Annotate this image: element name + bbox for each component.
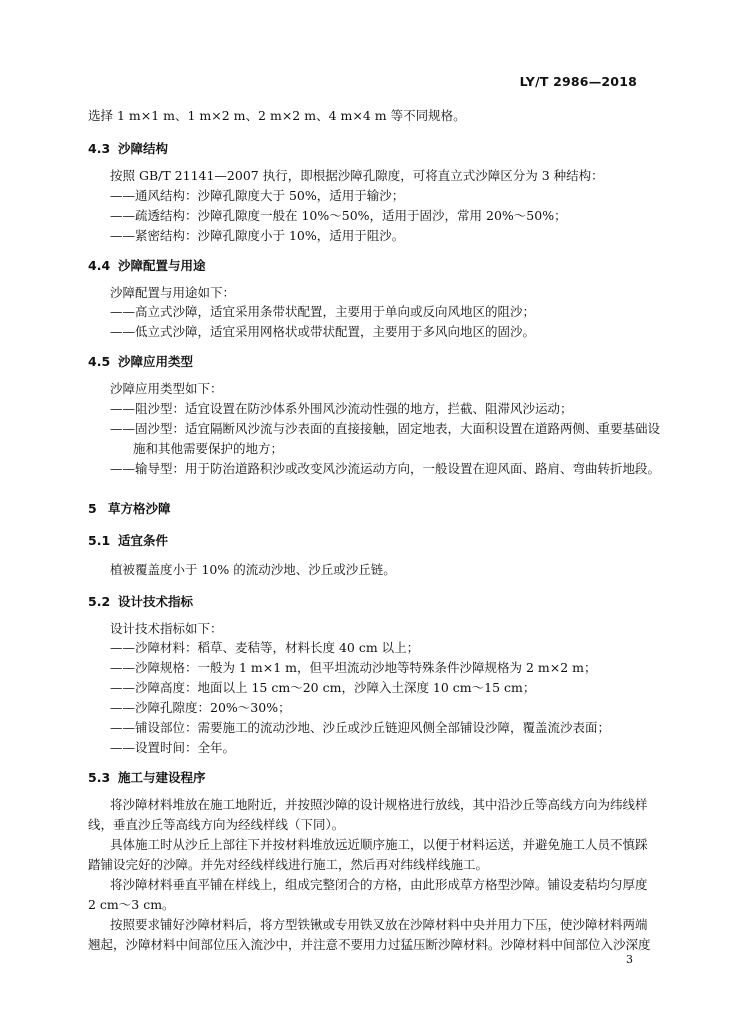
document-code: LY/T 2986—2018 — [519, 74, 637, 89]
list-item: ——输导型：用于防治道路积沙或改变风沙流运动方向，一般设置在迎风面、路肩、弯曲转折地段。 — [110, 461, 661, 476]
list-item: ——沙障规格：一般为 1 m×1 m，但平坦流动沙地等特殊条件沙障规格为 2 m×2 m； — [110, 660, 597, 675]
paragraph-line: 线，垂直沙丘等高线方向为经线样线（下同）。 — [88, 817, 345, 832]
paragraph-line: 将沙障材料堆放在施工地附近，并按照沙障的设计规格进行放线，其中沿沙丘等高线方向为纬线样 — [110, 797, 648, 812]
page-number: 3 — [626, 953, 633, 966]
paragraph-line: 踏铺设完好的沙障。并先对经线样线进行施工，然后再对纬线样线施工。 — [88, 857, 489, 872]
paragraph-line: 按照要求铺好沙障材料后，将方型铁锹或专用铁叉放在沙障材料中央并用力下压，使沙障材料两端 — [110, 917, 648, 932]
list-item: ——紧密结构：沙障孔隙度小于 10%，适用于阻沙。 — [110, 228, 405, 243]
paragraph-continuation: 选择 1 m×1 m、1 m×2 m、2 m×2 m、4 m×4 m 等不同规格。 — [88, 108, 466, 123]
section-intro: 设计技术指标如下： — [110, 621, 223, 636]
section-title: 沙障应用类型 — [118, 354, 194, 369]
section-heading-5-2 — [88, 592, 193, 610]
section-intro: 按照 GB/T 21141—2007 执行，即根据沙障孔隙度，可将直立式沙障区分为 3 种结构： — [110, 168, 604, 183]
list-item: ——低立式沙障，适宜采用网格状或带状配置，主要用于多风向地区的固沙。 — [110, 324, 536, 339]
list-item-continuation: 施和其他需要保护的地方； — [133, 441, 284, 456]
paragraph-line: 具体施工时从沙丘上部往下并按材料堆放远近顺序施工，以便于材料运送，并避免施工人员不慎踩 — [110, 837, 648, 852]
section-number: 5 — [88, 501, 97, 516]
section-title: 草方格沙障 — [108, 501, 171, 516]
section-heading-5-1 — [88, 531, 168, 549]
section-heading-4-4 — [88, 256, 206, 274]
section-text: 植被覆盖度小于 10% 的流动沙地、沙丘或沙丘链。 — [110, 562, 396, 577]
section-intro: 沙障配置与用途如下： — [110, 285, 236, 300]
section-title: 设计技术指标 — [118, 594, 194, 609]
list-item: ——高立式沙障，适宜采用条带状配置，主要用于单向或反向风地区的阻沙； — [110, 304, 536, 319]
section-title: 沙障配置与用途 — [118, 258, 206, 273]
paragraph-line: 2 cm～3 cm。 — [88, 897, 175, 912]
section-heading-4-3 — [88, 139, 168, 157]
section-title: 施工与建设程序 — [118, 770, 206, 785]
section-number: 4.4 — [88, 258, 111, 273]
list-item: ——疏透结构：沙障孔隙度一般在 10%～50%，适用于固沙，常用 20%～50%； — [110, 208, 567, 223]
section-number: 5.2 — [88, 594, 111, 609]
section-intro: 沙障应用类型如下： — [110, 381, 223, 396]
section-title: 适宜条件 — [118, 533, 169, 548]
section-title: 沙障结构 — [118, 141, 169, 156]
paragraph-line: 翘起，沙障材料中间部位压入流沙中，并注意不要用力过猛压断沙障材料。沙障材料中间部位入沙深度 — [88, 937, 651, 952]
list-item: ——固沙型：适宜隔断风沙流与沙表面的直接接触，固定地表，大面积设置在道路两侧、重要基础设 — [110, 421, 661, 436]
section-heading-5-3 — [88, 768, 206, 786]
list-item: ——阻沙型：适宜设置在防沙体系外围风沙流动性强的地方，拦截、阻滞风沙运动； — [110, 401, 573, 416]
section-number: 5.1 — [88, 533, 111, 548]
section-number: 4.3 — [88, 141, 111, 156]
section-number: 5.3 — [88, 770, 111, 785]
list-item: ——通风结构：沙障孔隙度大于 50%，适用于输沙； — [110, 188, 405, 203]
section-number: 4.5 — [88, 354, 111, 369]
paragraph-line: 将沙障材料垂直平铺在样线上，组成完整闭合的方格，由此形成草方格型沙障。铺设麦秸均匀厚度 — [110, 877, 648, 892]
list-item: ——铺设部位：需要施工的流动沙地、沙丘或沙丘链迎风侧全部铺设沙障，覆盖流沙表面； — [110, 720, 611, 735]
list-item: ——沙障高度：地面以上 15 cm～20 cm，沙障入土深度 10 cm～15 cm； — [110, 680, 536, 695]
list-item: ——设置时间：全年。 — [110, 740, 236, 755]
chapter-heading-5 — [88, 499, 171, 517]
list-item: ——沙障孔隙度：20%～30%； — [110, 700, 291, 715]
section-heading-4-5 — [88, 352, 193, 370]
list-item: ——沙障材料：稻草、麦秸等，材料长度 40 cm 以上； — [110, 640, 420, 655]
